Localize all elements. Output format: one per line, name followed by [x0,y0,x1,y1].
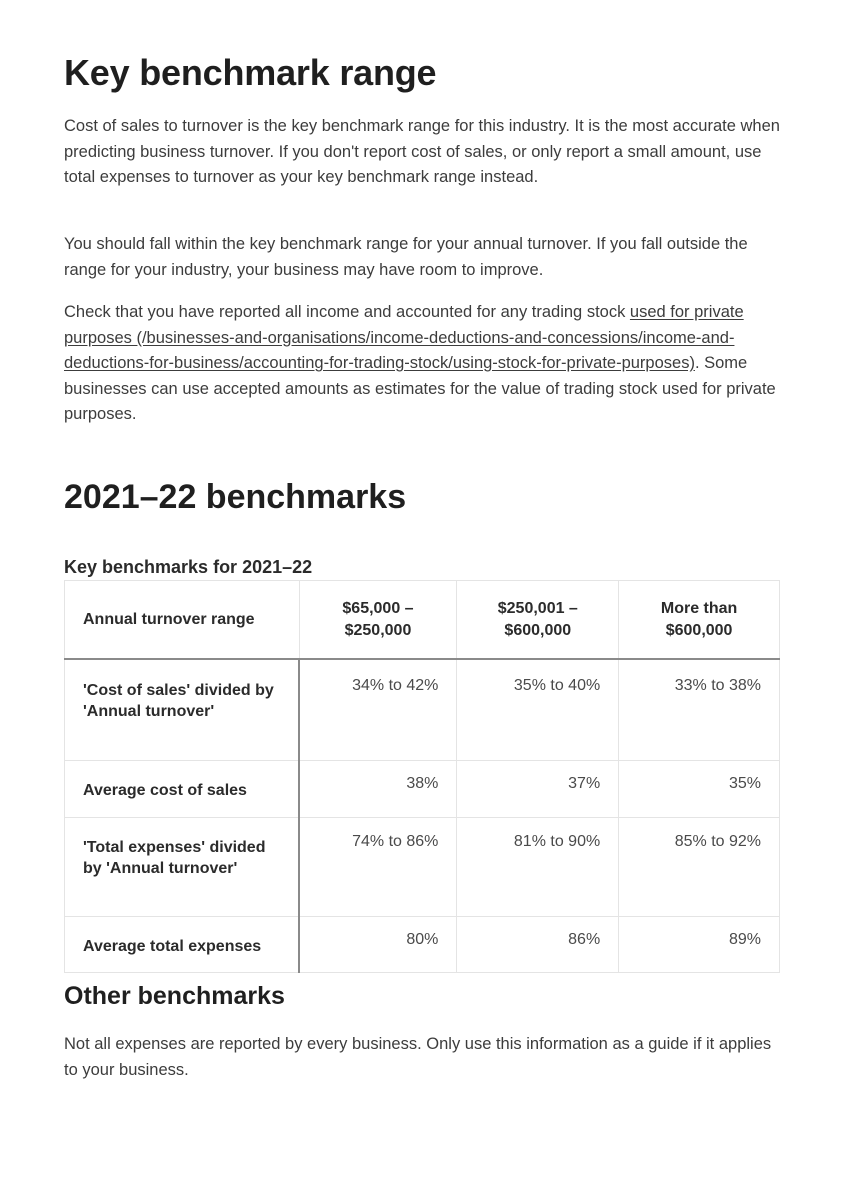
intro-paragraph: Cost of sales to turnover is the key benchmark range for this industry. It is the most accurate when predicting business turnover. If you don't report cost of sales, or only report a small amount, use total expenses to turnover as your key benchmark range instead. [64,117,780,186]
table-cell: 80% [299,917,457,973]
table-row [65,917,780,973]
row-label: Average total expenses [65,917,300,973]
row-label: 'Cost of sales' divided by 'Annual turnover' [65,659,300,761]
header-range-600k-plus: More than $600,000 [619,581,780,660]
table-cell: 35% [619,761,780,818]
table-caption: Key benchmarks for 2021–22 [64,557,313,577]
table-cell: 81% to 90% [457,818,619,917]
table-cell: 74% to 86% [299,818,457,917]
benchmarks-heading: 2021–22 benchmarks [64,478,407,516]
trading-stock-paragraph [64,300,784,428]
trading-stock-text-before: Check that you have reported all income and accounted for any trading stock [64,303,630,321]
table-cell: 89% [619,917,780,973]
table-header-row [65,581,780,660]
table-row [65,761,780,818]
table-cell: 86% [457,917,619,973]
table-cell: 37% [457,761,619,818]
table-cell: 38% [299,761,457,818]
table-cell: 35% to 40% [457,659,619,761]
other-benchmarks-paragraph: Not all expenses are reported by every business. Only use this information as a guide if it applies to your business. [64,1035,772,1079]
header-range-250k-600k: $250,001 – $600,000 [457,581,619,660]
header-range-65k-250k: $65,000 – $250,000 [299,581,457,660]
table-cell: 85% to 92% [619,818,780,917]
table-row [65,818,780,917]
trading-stock-text-after: . Some businesses can use accepted amounts as estimates for the value of trading stock used for private purposes. [64,354,776,423]
other-benchmarks-heading: Other benchmarks [64,982,285,1010]
row-label: 'Total expenses' divided by 'Annual turnover' [65,818,300,917]
table-cell: 33% to 38% [619,659,780,761]
table-row [65,659,780,761]
key-benchmarks-table [64,580,780,973]
row-label: Average cost of sales [65,761,300,818]
private-purposes-link[interactable]: used for private purposes (/businesses-and-organisations/income-deductions-and-concessions/income-and-deductions-for-business/accounting-for-trading-stock/using-stock-for-private-purposes) [64,303,744,372]
table-cell: 34% to 42% [299,659,457,761]
range-paragraph: You should fall within the key benchmark range for your annual turnover. If you fall outside the range for your industry, your business may have room to improve. [64,235,748,279]
page-title: Key benchmark range [64,52,437,93]
header-annual-turnover-range: Annual turnover range [65,581,300,660]
